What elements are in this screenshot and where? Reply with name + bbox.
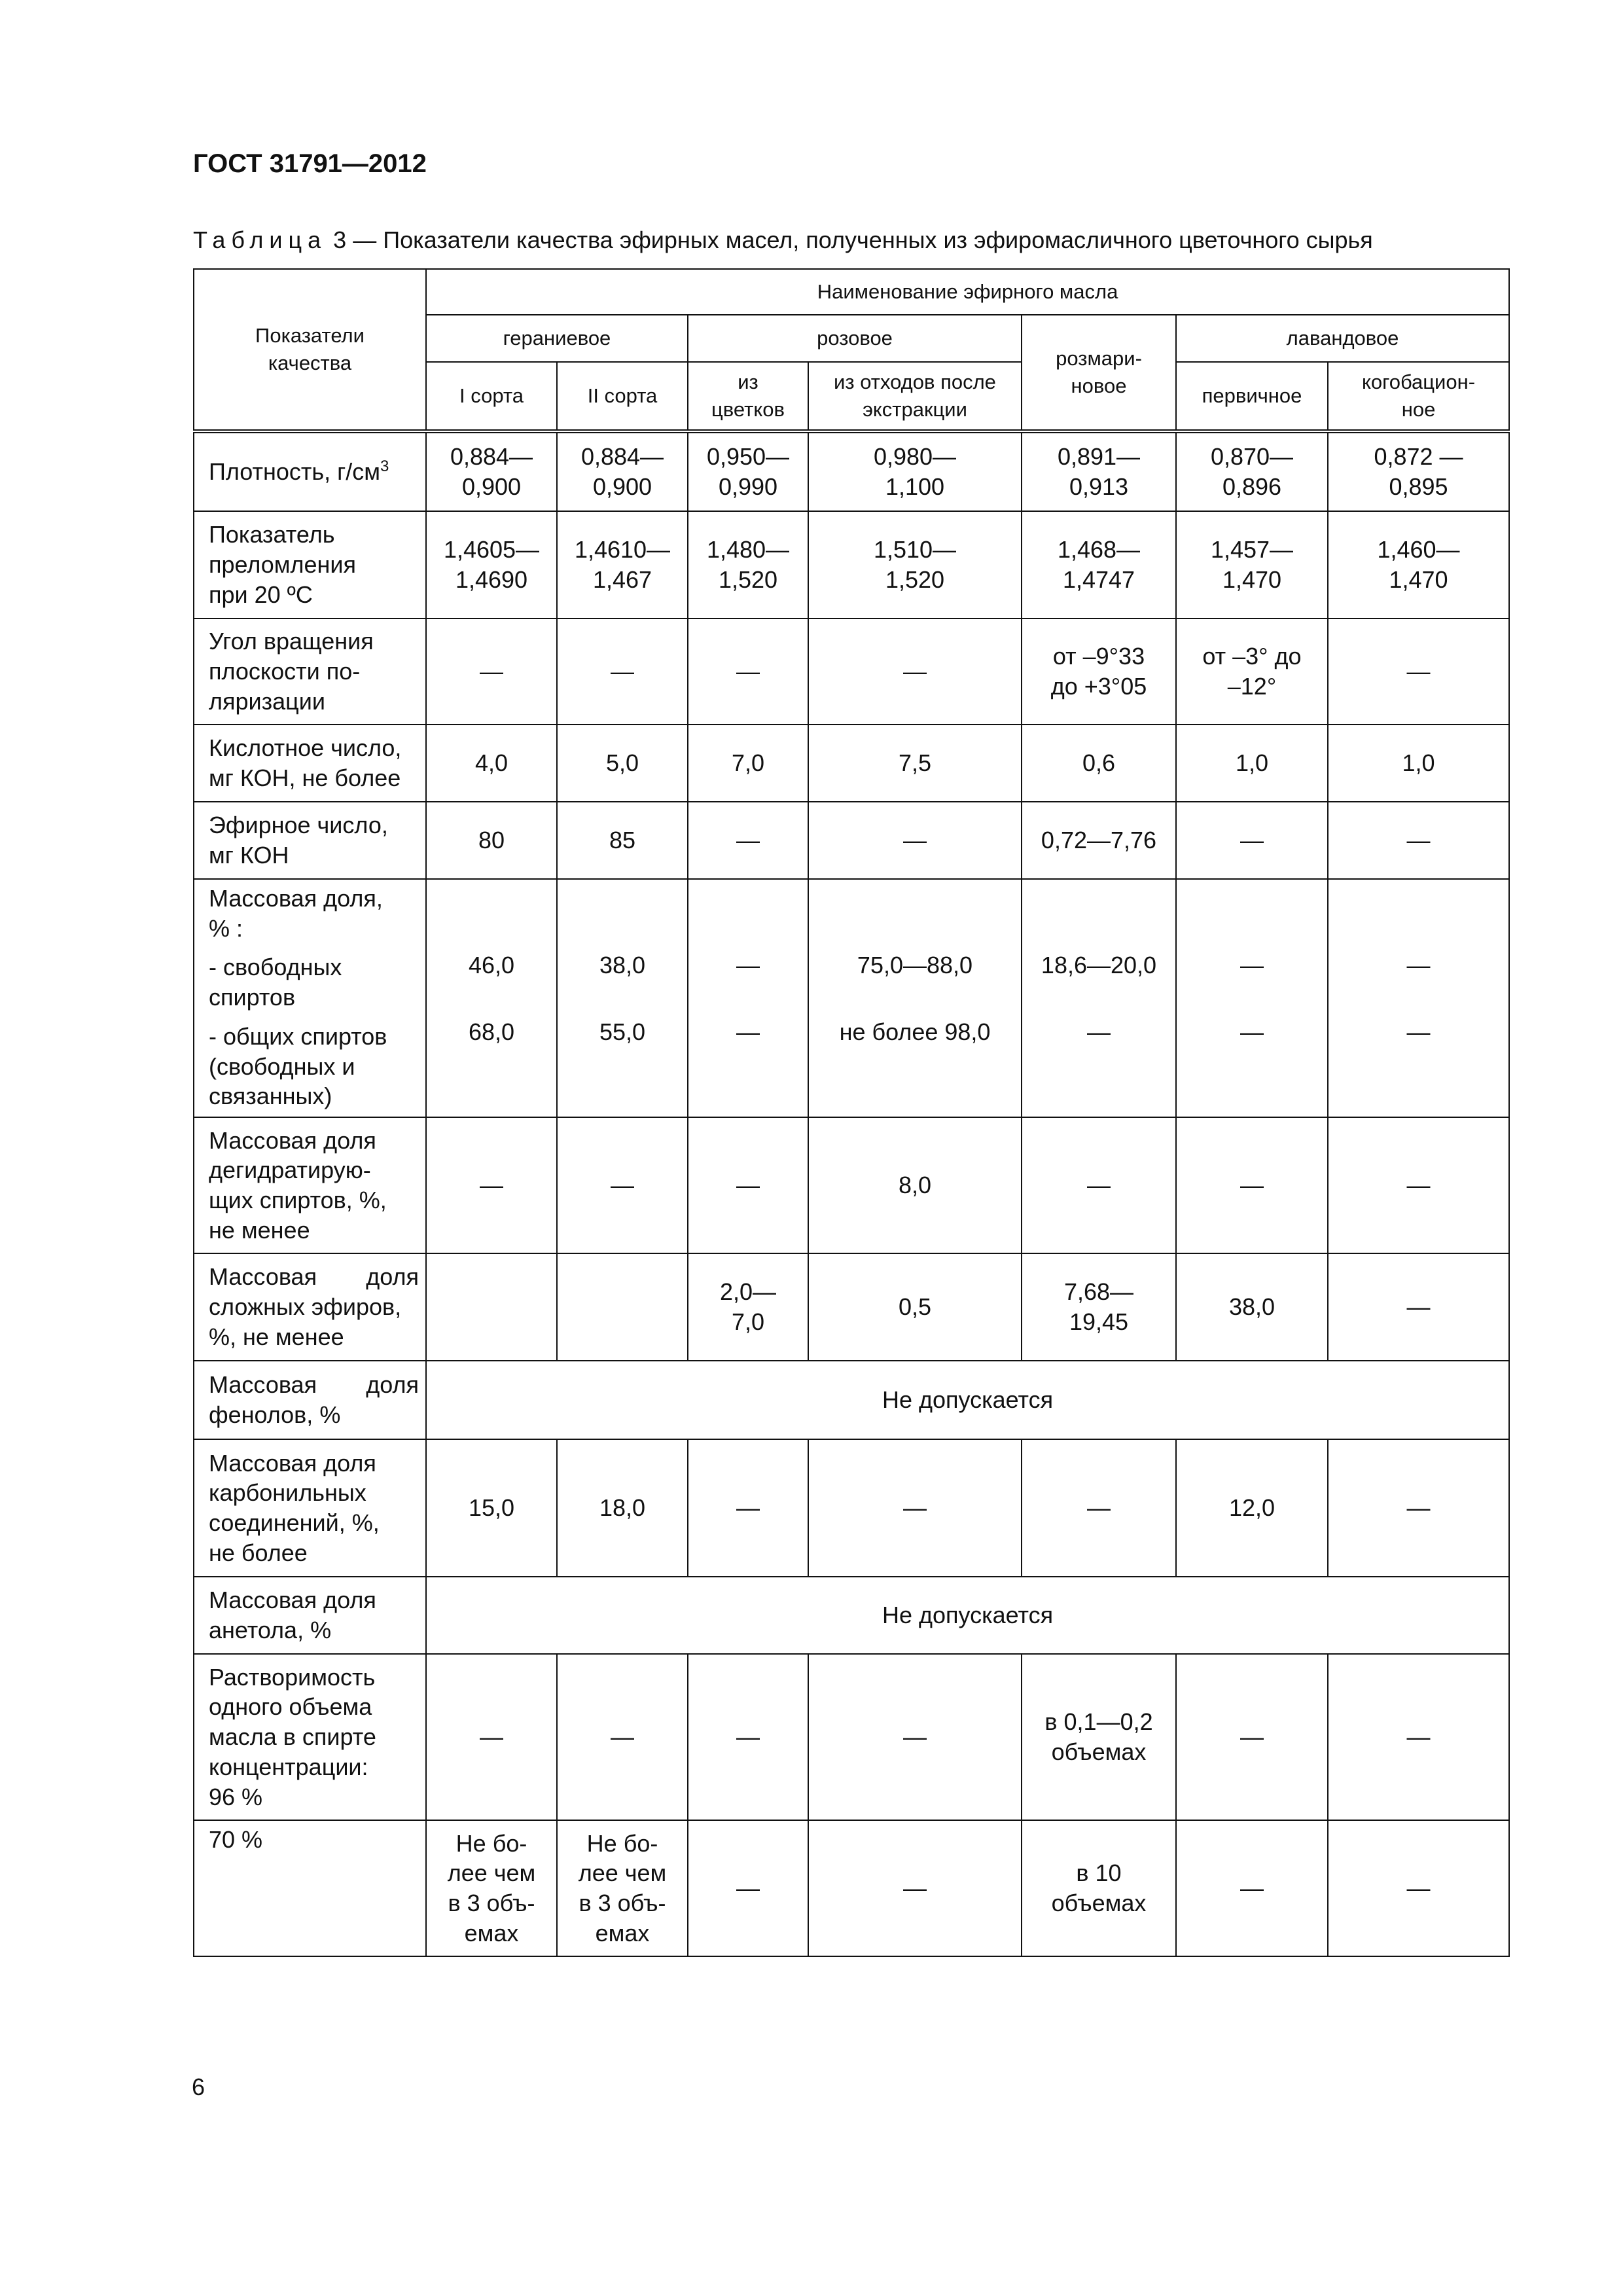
table-row-solubility-96 xyxy=(194,1654,1509,1820)
caption-number: 3 xyxy=(333,226,347,253)
cell: — xyxy=(1328,1654,1509,1820)
cell: 46,0 68,0 xyxy=(426,879,557,1117)
cell: 1,468— 1,4747 xyxy=(1022,511,1176,619)
header-oil-name: Наименование эфирного масла xyxy=(426,269,1509,315)
cell: — xyxy=(808,1439,1022,1577)
row-label: Плотность, $г/см^3$ xyxy=(194,431,426,511)
cell: 0,6 xyxy=(1022,725,1176,802)
cell: 0,5 xyxy=(808,1253,1022,1361)
table-row-acid xyxy=(194,725,1509,802)
cell: — xyxy=(688,1820,808,1956)
cell: — xyxy=(1328,1820,1509,1956)
header-lavender: лавандовое xyxy=(1176,315,1509,362)
cell: от –3° до –12° xyxy=(1176,619,1328,725)
cell: — xyxy=(808,619,1022,725)
cell: 1,457— 1,470 xyxy=(1176,511,1328,619)
cell: 0,884— 0,900 xyxy=(426,431,557,511)
cell: — xyxy=(426,619,557,725)
cell: — xyxy=(426,1654,557,1820)
row-label: Массовая доля дегидратирую- щих спиртов, %, не менее xyxy=(194,1117,426,1253)
header-indicator: Показатели качества xyxy=(194,269,426,431)
row-label-rest: фенолов, % xyxy=(209,1401,341,1428)
row-label: Угол вращения плоскости по- ляризации xyxy=(194,619,426,725)
table-row-phenols xyxy=(194,1361,1509,1439)
cell: 0,891— 0,913 xyxy=(1022,431,1176,511)
cell: 1,4605— 1,4690 xyxy=(426,511,557,619)
table-row-carbonyl xyxy=(194,1439,1509,1577)
row-label-line1: Массовая доля xyxy=(209,1263,419,1291)
cell: — xyxy=(688,619,808,725)
caption-label: Таблица xyxy=(193,226,327,253)
table-body xyxy=(194,431,1509,1956)
cell: — xyxy=(557,1117,688,1253)
cell: 2,0— 7,0 xyxy=(688,1253,808,1361)
cell: 1,0 xyxy=(1328,725,1509,802)
cell: — xyxy=(688,1439,808,1577)
quality-table xyxy=(193,268,1510,1957)
table-row-anethole xyxy=(194,1577,1509,1654)
cell xyxy=(426,1253,557,1361)
cell: 1,510— 1,520 xyxy=(808,511,1022,619)
table-row-dehydrating-alcohols xyxy=(194,1117,1509,1253)
cell: 5,0 xyxy=(557,725,688,802)
cell: — xyxy=(688,1117,808,1253)
cell: — xyxy=(1328,619,1509,725)
cell: — xyxy=(1328,1117,1509,1253)
cell: 7,68— 19,45 xyxy=(1022,1253,1176,1361)
header-from-flowers: из цветков xyxy=(688,362,808,431)
cell: — xyxy=(808,1654,1022,1820)
row-label-line1: Массовая доля xyxy=(209,1371,419,1399)
header-primary: первичное xyxy=(1176,362,1328,431)
row-label-rest: сложных эфиров, %, не менее xyxy=(209,1293,402,1350)
cell: 0,870— 0,896 xyxy=(1176,431,1328,511)
cell: — xyxy=(688,802,808,879)
row-label xyxy=(194,1361,426,1439)
table-row-refraction xyxy=(194,511,1509,619)
table-row-rotation xyxy=(194,619,1509,725)
row-label: Кислотное число, мг КОН, не более xyxy=(194,725,426,802)
row-label: 70 % xyxy=(194,1820,426,1956)
cell: 4,0 xyxy=(426,725,557,802)
cell: — xyxy=(557,619,688,725)
cell: — xyxy=(1176,1820,1328,1956)
cell: 1,0 xyxy=(1176,725,1328,802)
cell: — xyxy=(1022,1117,1176,1253)
cell: — xyxy=(1328,1439,1509,1577)
cell: 38,0 55,0 xyxy=(557,879,688,1117)
table-row-ester-number xyxy=(194,802,1509,879)
cell: 0,884— 0,900 xyxy=(557,431,688,511)
cell: 7,5 xyxy=(808,725,1022,802)
page-number: 6 xyxy=(192,2073,205,2100)
cell: 0,872 — 0,895 xyxy=(1328,431,1509,511)
row-label: Массовая доля карбонильных соединений, %, не более xyxy=(194,1439,426,1577)
table-caption xyxy=(193,226,1373,254)
cell: — — xyxy=(1328,879,1509,1117)
cell: — xyxy=(688,1654,808,1820)
cell: 7,0 xyxy=(688,725,808,802)
header-grade-1: I сорта xyxy=(426,362,557,431)
cell: — xyxy=(1176,1654,1328,1820)
cell: Не бо- лее чем в 3 объ- емах xyxy=(426,1820,557,1956)
cell: — xyxy=(1022,1439,1176,1577)
header-geranium: гераниевое xyxy=(426,315,688,362)
cell: — xyxy=(808,1820,1022,1956)
cell: 38,0 xyxy=(1176,1253,1328,1361)
cell: 75,0—88,0 не более 98,0 xyxy=(808,879,1022,1117)
cell: в 0,1—0,2 объемах xyxy=(1022,1654,1176,1820)
cell: 0,950— 0,990 xyxy=(688,431,808,511)
cell: — — xyxy=(688,879,808,1117)
cell: 12,0 xyxy=(1176,1439,1328,1577)
table-row-esters xyxy=(194,1253,1509,1361)
total-alcohols-label: - общих спиртов (свободных и связанных) xyxy=(209,1022,387,1110)
cell: 0,72—7,76 xyxy=(1022,802,1176,879)
row-label: Растворимость одного объема масла в спирте концентрации: 96 % xyxy=(194,1654,426,1820)
cell: — xyxy=(1176,802,1328,879)
row-label xyxy=(194,1253,426,1361)
cell: 0,980— 1,100 xyxy=(808,431,1022,511)
table-row-density xyxy=(194,431,1509,511)
cell xyxy=(557,1253,688,1361)
cell: 1,480— 1,520 xyxy=(688,511,808,619)
cell: в 10 объемах xyxy=(1022,1820,1176,1956)
standard-title: ГОСТ 31791—2012 xyxy=(193,149,427,178)
header-cohobation: когобацион- ное xyxy=(1328,362,1509,431)
cell: — xyxy=(808,802,1022,879)
cell: 18,6—20,0 — xyxy=(1022,879,1176,1117)
cell: — xyxy=(426,1117,557,1253)
merged-cell: Не допускается xyxy=(426,1361,1509,1439)
cell: 1,460— 1,470 xyxy=(1328,511,1509,619)
row-label: Эфирное число, мг КОН xyxy=(194,802,426,879)
table-head xyxy=(194,269,1509,431)
header-rosemary: розмари- новое xyxy=(1022,315,1176,431)
cell: — xyxy=(1328,802,1509,879)
cell: от –9°33 до +3°05 xyxy=(1022,619,1176,725)
cell: 1,4610— 1,467 xyxy=(557,511,688,619)
cell: 18,0 xyxy=(557,1439,688,1577)
table-row-mass-alcohols xyxy=(194,879,1509,1117)
caption-text: — Показатели качества эфирных масел, полученных из эфиромасличного цветочного сырья xyxy=(353,226,1373,253)
cell: — — xyxy=(1176,879,1328,1117)
merged-cell: Не допускается xyxy=(426,1577,1509,1654)
row-label: Массовая доля анетола, % xyxy=(194,1577,426,1654)
cell: 8,0 xyxy=(808,1117,1022,1253)
free-alcohols-label: - свободных спиртов xyxy=(209,954,342,1011)
cell: — xyxy=(1176,1117,1328,1253)
mass-label: Массовая доля, % : xyxy=(209,885,383,942)
row-label: Показатель преломления при 20 ºС xyxy=(194,511,426,619)
cell: — xyxy=(557,1654,688,1820)
table-row-solubility-70 xyxy=(194,1820,1509,1956)
header-rose: розовое xyxy=(688,315,1022,362)
cell: — xyxy=(1328,1253,1509,1361)
cell: Не бо- лее чем в 3 объ- емах xyxy=(557,1820,688,1956)
row-label xyxy=(194,879,426,1117)
cell: 80 xyxy=(426,802,557,879)
cell: 85 xyxy=(557,802,688,879)
header-from-waste: из отходов после экстракции xyxy=(808,362,1022,431)
cell: 15,0 xyxy=(426,1439,557,1577)
header-grade-2: II сорта xyxy=(557,362,688,431)
